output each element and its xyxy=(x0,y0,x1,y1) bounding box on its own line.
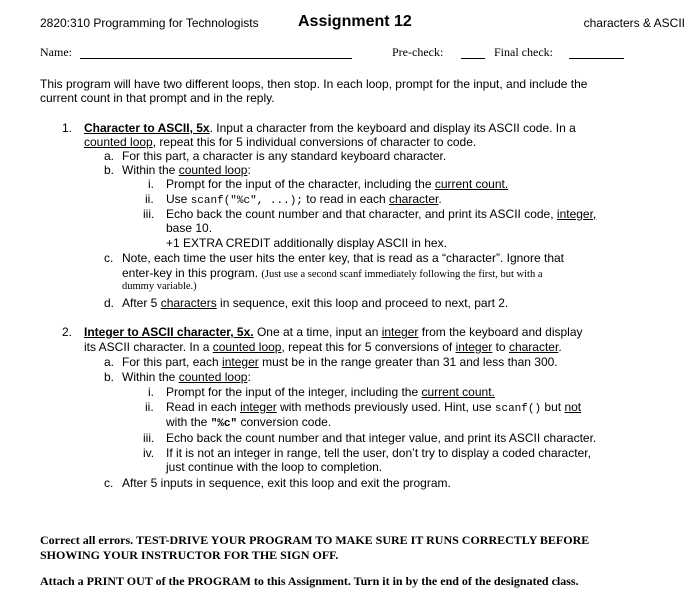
part1-line1-text: . Input a character from the keyboard and display its ASCII code. In a xyxy=(209,121,576,135)
part2-iv-marker: iv. xyxy=(143,446,155,460)
name-row xyxy=(40,45,685,63)
part1-iii-pre: Echo back the count number and that character, and print its ASCII code, xyxy=(166,207,557,221)
footer-line-2: SHOWING YOUR INSTRUCTOR FOR THE SIGN OFF. xyxy=(40,548,339,562)
part2-line2-pre: its ASCII character. In a xyxy=(84,340,213,354)
part2-a-post: must be in the range greater than 31 and less than 300. xyxy=(258,355,558,369)
part2-i-link: current count. xyxy=(421,385,495,399)
part1-number: 1. xyxy=(62,121,73,135)
part2-c-marker: c. xyxy=(104,476,114,490)
part1-c-line-1: Note, each time the user hits the enter key, that is read as a “character”. Ignore that xyxy=(122,251,565,265)
part2-ii-link: integer xyxy=(240,400,277,414)
part1-a-text: For this part, a character is any standard keyboard character. xyxy=(122,149,447,163)
part2-ii-code: scanf() xyxy=(494,403,542,415)
part2-a-text xyxy=(122,355,558,369)
part1-b-pre: Within the xyxy=(122,163,179,177)
part1-c-line2-serif: (Just use a second scanf immediately following the first, but with a xyxy=(261,269,543,280)
intro-line-2: current count in that prompt and in the reply. xyxy=(40,91,275,105)
part2-ii-mid: with methods previously used. Hint, use xyxy=(276,400,495,414)
part2-a-pre: For this part, each xyxy=(122,355,223,369)
precheck-blank-line xyxy=(461,58,485,59)
part2-line2-post: . xyxy=(558,340,562,354)
course-name: 2820:310 Programming for Technologists xyxy=(40,16,259,30)
assignment-topic: characters & ASCII xyxy=(583,16,685,30)
part1-ii-link: character xyxy=(388,192,439,206)
part1-ii-code: scanf("%c", ...); xyxy=(190,195,303,207)
part2-ii-text xyxy=(166,400,581,416)
part2-b-post: : xyxy=(247,370,251,384)
part2-ii-mid2: but xyxy=(541,400,565,414)
footer-line-1: Correct all errors. TEST-DRIVE YOUR PROGRAM TO MAKE SURE IT RUNS CORRECTLY BEFORE xyxy=(40,533,590,547)
part1-c-marker: c. xyxy=(104,251,114,265)
part2-ii-link2: not xyxy=(564,400,582,414)
part2-b-link: counted loop xyxy=(178,370,248,384)
part1-ii-mid: to read in each xyxy=(302,192,389,206)
part1-line2-text: , repeat this for 5 individual conversions of character to code. xyxy=(152,135,477,149)
part2-ii-line2-pre: with the xyxy=(166,415,211,429)
precheck-label: Pre-check: xyxy=(392,45,444,59)
part1-d-pre: After 5 xyxy=(122,296,161,310)
intro-line-1: This program will have two different loops, then stop. In each loop, prompt for the input, and include the xyxy=(40,77,588,91)
part2-iii-text: Echo back the count number and that integer value, and print its ASCII character. xyxy=(166,431,597,445)
part2-c-text: After 5 inputs in sequence, exit this loop and exit the program. xyxy=(122,476,451,490)
part2-line1-link: integer xyxy=(381,325,419,339)
part2-line-2 xyxy=(84,340,562,354)
part2-b-text xyxy=(122,370,251,384)
document-header xyxy=(40,13,685,33)
part2-b-pre: Within the xyxy=(122,370,179,384)
part1-iii-extra-credit: +1 EXTRA CREDIT additionally display ASCII in hex. xyxy=(166,236,447,250)
part2-i-pre: Prompt for the input of the integer, including the xyxy=(166,385,422,399)
part2-line2-mid: , repeat this for 5 conversions of xyxy=(281,340,456,354)
part1-ii-post: . xyxy=(438,192,442,206)
part1-d-text xyxy=(122,296,508,310)
name-blank-line xyxy=(80,58,352,59)
part1-line-2 xyxy=(84,135,476,149)
part1-line-1 xyxy=(84,121,576,135)
part2-a-marker: a. xyxy=(104,355,115,369)
part2-ii-marker: ii. xyxy=(145,400,154,414)
part2-ii-pre: Read in each xyxy=(166,400,241,414)
part1-ii-marker: ii. xyxy=(145,192,154,206)
part2-line1-text: One at a time, input an xyxy=(253,325,382,339)
finalcheck-blank-line xyxy=(569,58,624,59)
part2-ii-line-2 xyxy=(166,415,331,431)
part2-ii-line2-post: conversion code. xyxy=(237,415,332,429)
part1-counted-loop-link: counted loop xyxy=(84,135,153,149)
part2-line2-link2: integer xyxy=(455,340,493,354)
part1-b-marker: b. xyxy=(104,163,115,177)
part1-b-text xyxy=(122,163,251,177)
part1-i-text xyxy=(166,177,508,191)
part1-iii-marker: iii. xyxy=(143,207,155,221)
part1-ii-text xyxy=(166,192,442,208)
part2-iv-line-1: If it is not an integer in range, tell the user, don’t try to display a coded character, xyxy=(166,446,591,460)
part2-number: 2. xyxy=(62,325,73,339)
part2-iii-marker: iii. xyxy=(143,431,155,445)
part1-iii-text xyxy=(166,207,596,221)
part1-b-link: counted loop xyxy=(178,163,248,177)
part1-i-link: current count. xyxy=(434,177,509,191)
part1-d-marker: d. xyxy=(104,296,115,310)
part2-ii-line2-code: "%c" xyxy=(210,418,238,430)
assignment-title: Assignment 12 xyxy=(298,13,412,30)
part2-title: Integer to ASCII character, 5x. xyxy=(84,325,254,339)
part2-i-marker: i. xyxy=(148,385,154,399)
part2-line-1 xyxy=(84,325,583,339)
part1-i-marker: i. xyxy=(148,177,154,191)
part1-b-post: : xyxy=(247,163,251,177)
part1-iii-line-2: base 10. xyxy=(166,221,213,235)
part2-a-link: integer xyxy=(222,355,259,369)
part2-line2-link3: character xyxy=(508,340,559,354)
part2-line2-link1: counted loop xyxy=(212,340,282,354)
part2-i-text xyxy=(166,385,495,399)
part1-iii-link: integer, xyxy=(556,207,597,221)
part1-d-post: in sequence, exit this loop and proceed to next, part 2. xyxy=(216,296,509,310)
part2-line1-post: from the keyboard and display xyxy=(418,325,583,339)
footer-line-3: Attach a PRINT OUT of the PROGRAM to this Assignment. Turn it in by the end of the designated class. xyxy=(40,574,579,588)
part1-ii-pre: Use xyxy=(166,192,191,206)
name-label: Name: xyxy=(40,45,72,59)
part1-c-line-3: dummy variable.) xyxy=(122,281,197,292)
part1-a-marker: a. xyxy=(104,149,115,163)
part2-iv-line-2: just continue with the loop to completion. xyxy=(166,460,383,474)
part1-c-line2-sans: enter-key in this program. xyxy=(122,266,262,280)
part1-title: Character to ASCII, 5x xyxy=(84,121,210,135)
part2-line2-mid2: to xyxy=(492,340,509,354)
part1-d-link: characters xyxy=(160,296,217,310)
part1-i-pre: Prompt for the input of the character, including the xyxy=(166,177,435,191)
finalcheck-label: Final check: xyxy=(494,45,553,59)
part2-b-marker: b. xyxy=(104,370,115,384)
